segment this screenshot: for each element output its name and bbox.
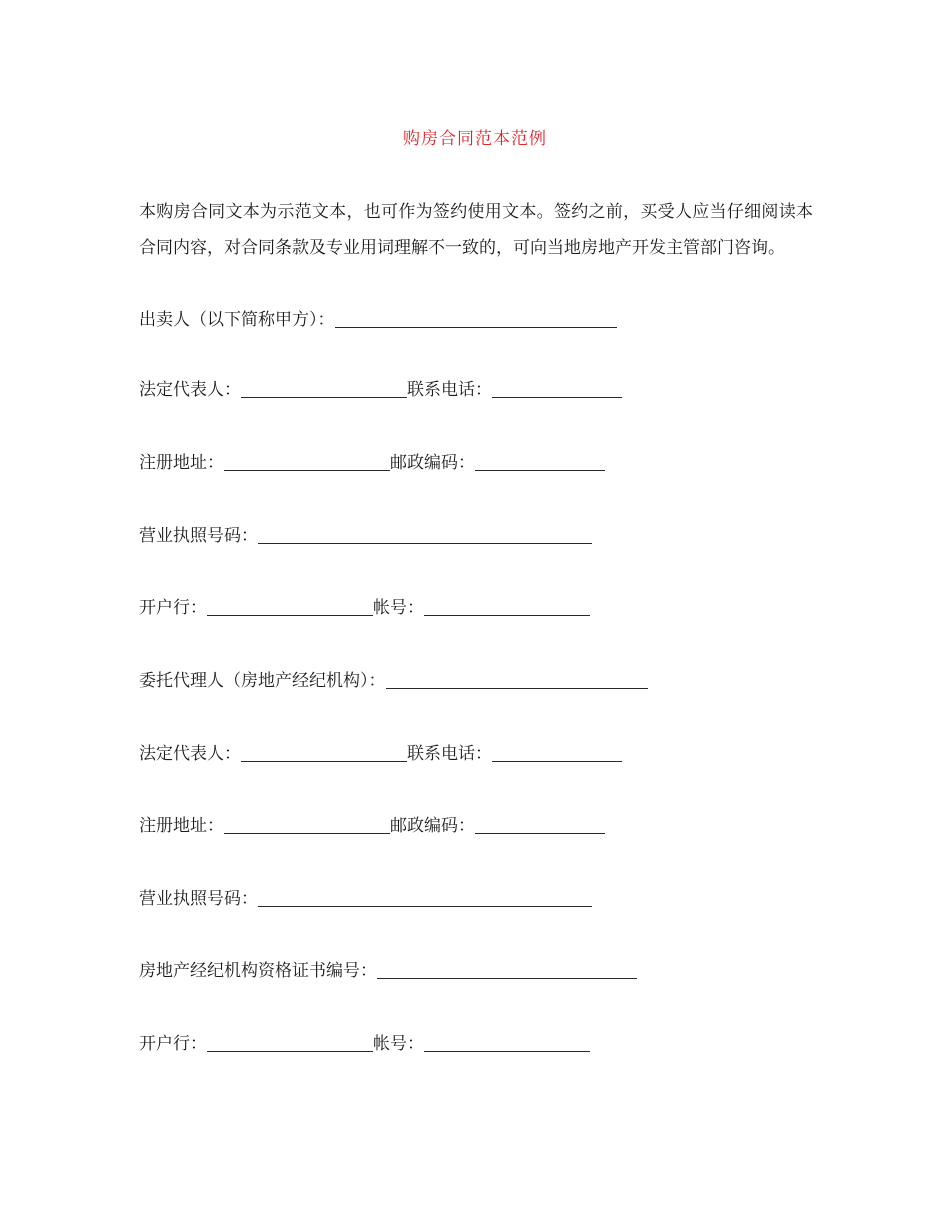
agent-phone-blank[interactable] — [492, 744, 622, 762]
seller-account-blank[interactable] — [424, 598, 590, 616]
seller-phone-label: 联系电话： — [407, 380, 492, 400]
agent-cert-blank[interactable] — [377, 961, 637, 979]
agent-legal-rep-blank[interactable] — [241, 744, 407, 762]
agent-legal-rep-label: 法定代表人： — [139, 744, 241, 764]
agent-address-blank[interactable] — [224, 816, 390, 834]
agent-bank-label: 开户行： — [139, 1034, 207, 1054]
agent-postcode-blank[interactable] — [475, 816, 605, 834]
agent-postcode-label: 邮政编码： — [390, 816, 475, 836]
agent-account-label: 帐号： — [373, 1034, 424, 1054]
agent-line — [139, 669, 648, 693]
seller-license-blank[interactable] — [258, 526, 592, 544]
seller-bank-line — [139, 596, 590, 620]
seller-postcode-blank[interactable] — [475, 453, 605, 471]
agent-license-label: 营业执照号码： — [139, 889, 258, 909]
seller-address-line — [139, 451, 605, 475]
agent-phone-label: 联系电话： — [407, 744, 492, 764]
seller-legal-rep-label: 法定代表人： — [139, 380, 241, 400]
agent-account-blank[interactable] — [424, 1034, 590, 1052]
seller-blank[interactable] — [335, 310, 617, 328]
agent-label: 委托代理人（房地产经纪机构）： — [139, 671, 386, 691]
agent-address-line — [139, 814, 605, 838]
seller-license-label: 营业执照号码： — [139, 526, 258, 546]
seller-address-label: 注册地址： — [139, 453, 224, 473]
agent-license-line — [139, 887, 592, 911]
document-title: 购房合同范本范例 — [403, 129, 547, 149]
seller-license-line — [139, 524, 592, 548]
agent-bank-blank[interactable] — [207, 1034, 373, 1052]
seller-postcode-label: 邮政编码： — [390, 453, 475, 473]
intro-paragraph: 本购房合同文本为示范文本，也可作为签约使用文本。签约之前，买受人应当仔细阅读本合同内容，对合同条款及专业用词理解不一致的，可向当地房地产开发主管部门咨询。 — [139, 202, 813, 258]
seller-bank-blank[interactable] — [207, 598, 373, 616]
agent-blank[interactable] — [386, 671, 648, 689]
agent-address-label: 注册地址： — [139, 816, 224, 836]
seller-address-blank[interactable] — [224, 453, 390, 471]
seller-phone-blank[interactable] — [492, 380, 622, 398]
agent-license-blank[interactable] — [258, 889, 592, 907]
seller-legal-rep-blank[interactable] — [241, 380, 407, 398]
agent-cert-label: 房地产经纪机构资格证书编号： — [139, 961, 377, 981]
seller-account-label: 帐号： — [373, 598, 424, 618]
agent-cert-line — [139, 959, 637, 983]
seller-bank-label: 开户行： — [139, 598, 207, 618]
seller-line — [139, 308, 617, 332]
agent-legal-rep-line — [139, 742, 622, 766]
seller-label: 出卖人（以下简称甲方）： — [139, 310, 335, 330]
agent-bank-line — [139, 1032, 590, 1056]
seller-legal-rep-line — [139, 378, 622, 402]
